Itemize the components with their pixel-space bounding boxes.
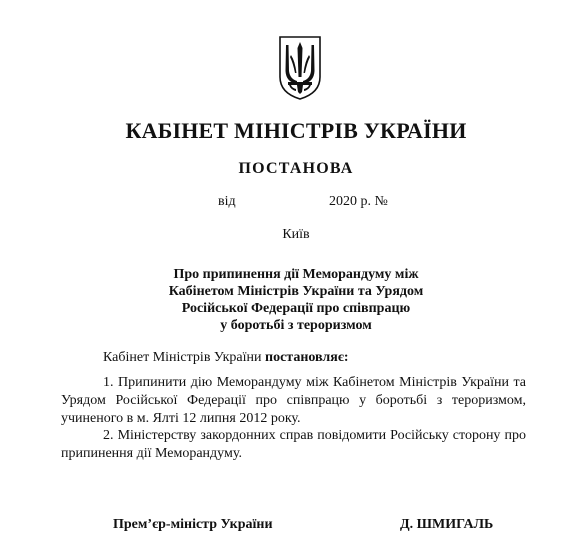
date-year-number: 2020 р. №	[329, 194, 388, 209]
intro-paragraph	[103, 349, 349, 367]
intro-decree-word: постановляє:	[265, 350, 349, 365]
subject-line: Російської Федерації про співпрацю	[181, 301, 411, 316]
date-prefix: від	[218, 194, 236, 209]
subject-line: Про припинення дії Меморандуму між	[173, 267, 419, 282]
government-title: КАБІНЕТ МІНІСТРІВ УКРАЇНИ	[125, 118, 467, 143]
resolution-item-1: 1. Припинити дію Меморандуму між Кабінетом Міністрів України та Урядом Російської Федерації про співпрацю у боротьбі з тероризмом, учиненого в м. Ялті 12 липня 2012 року.	[61, 375, 526, 426]
signatory-role: Прем’єр-міністр України	[113, 517, 273, 532]
subject-line: у боротьбі з тероризмом	[220, 318, 372, 333]
document-type: ПОСТАНОВА	[238, 160, 354, 177]
intro-text: Кабінет Міністрів України	[103, 350, 265, 365]
resolution-subject	[150, 266, 442, 334]
trident-coat-of-arms-icon	[277, 35, 323, 101]
subject-line: Кабінетом Міністрів України та Урядом	[168, 284, 424, 299]
resolution-item-2: 2. Міністерству закордонних справ повідомити Російську сторону про припинення дії Меморандуму.	[61, 428, 526, 461]
signatory-name: Д. ШМИГАЛЬ	[400, 517, 494, 532]
city: Київ	[282, 227, 310, 242]
